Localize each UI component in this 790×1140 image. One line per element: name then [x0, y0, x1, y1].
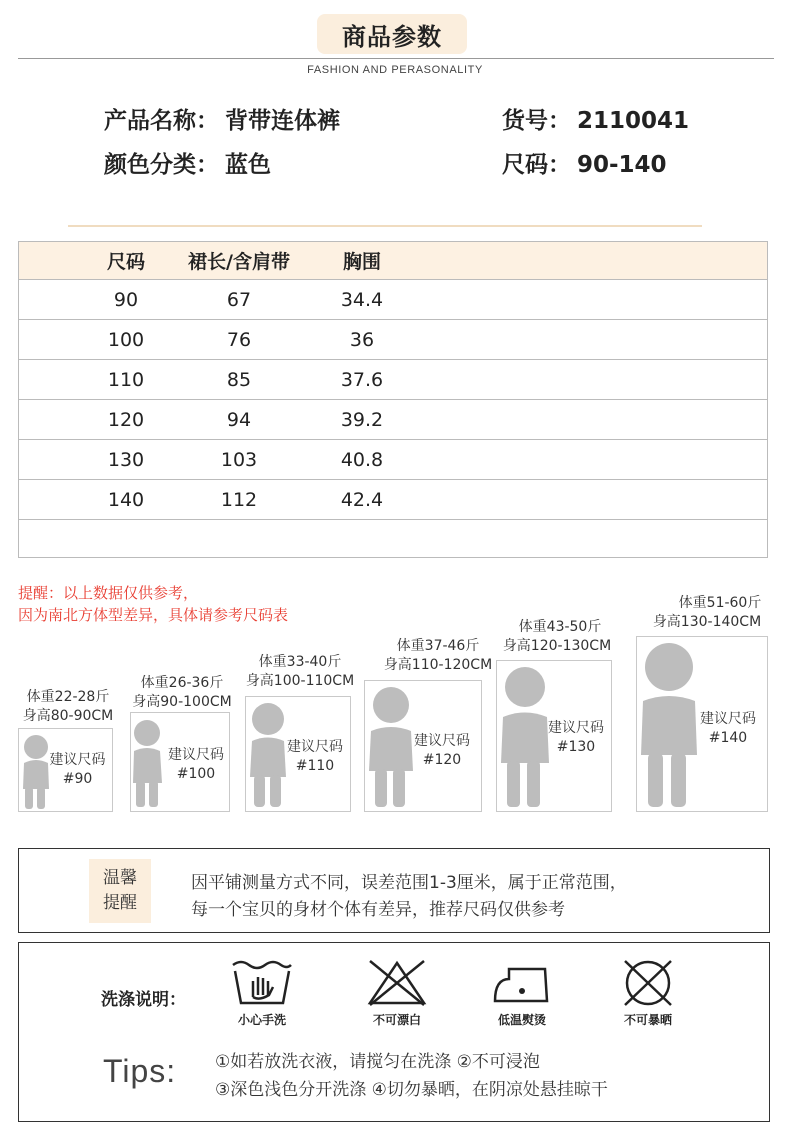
guide-2-rec-size: #100: [176, 766, 216, 782]
reminder-line-1: 提醒：以上数据仅供参考，: [18, 584, 199, 602]
wash-box: [18, 942, 770, 1122]
guide-2-weight: 体重26-36斤: [140, 675, 224, 691]
notice-box: [18, 848, 770, 933]
table-row-empty: [19, 519, 767, 557]
no-bleach-label: 不可漂白: [372, 1013, 421, 1027]
hand-wash-icon: [229, 957, 295, 1009]
no-sun-label: 不可暴晒: [623, 1013, 672, 1027]
cell-length: 103: [220, 448, 258, 471]
guide-4-rec-label: 建议尺码: [414, 733, 470, 749]
header-chest: 胸围: [342, 251, 381, 273]
cell-size: 130: [107, 448, 145, 471]
title-divider: [18, 58, 774, 59]
guide-1-rec-label: 建议尺码: [49, 752, 106, 768]
guide-6-rec-label: 建议尺码: [700, 711, 756, 727]
low-iron-icon: [489, 957, 555, 1009]
notice-badge: [89, 859, 151, 923]
table-row: [19, 279, 767, 319]
cell-length: 94: [226, 408, 252, 431]
no-sun-icon: [615, 957, 681, 1009]
notice-line-2: 每一个宝贝的身材个体有差异，推荐尺码仅供参考: [191, 900, 565, 920]
guide-5-rec-size: #130: [556, 739, 596, 755]
guide-3-rec-size: #110: [295, 758, 335, 774]
cell-chest: 34.4: [340, 288, 384, 311]
guide-5-weight: 体重43-50斤: [518, 619, 602, 635]
tips-line-1: ①如若放洗衣液，请搅匀在洗涤 ②不可浸泡: [215, 1052, 540, 1072]
product-name: [104, 102, 340, 135]
product-sku: [502, 102, 689, 135]
cell-length: 112: [220, 488, 258, 511]
header-size: 尺码: [106, 251, 145, 273]
product-sku-value: 2110041: [577, 108, 690, 134]
guide-1-height: 身高80-90CM: [22, 708, 114, 724]
product-color-value: 蓝色: [225, 152, 271, 178]
guide-6-weight: 体重51-60斤: [678, 595, 762, 611]
notice-badge-line-1: 温馨: [103, 868, 137, 888]
cell-size: 100: [107, 328, 145, 351]
guide-1-weight: 体重22-28斤: [26, 689, 110, 705]
product-color: [104, 146, 271, 179]
info-divider: [68, 225, 702, 227]
guide-5-height: 身高120-130CM: [502, 638, 612, 654]
header-length: 裙长/含肩带: [188, 251, 290, 273]
table-row: [19, 399, 767, 439]
page-subtitle: FASHION AND PERASONALITY: [307, 64, 483, 76]
reminder-line-2: 因为南北方体型差异，具体请参考尺码表: [18, 606, 289, 624]
guide-2-rec-label: 建议尺码: [168, 747, 224, 763]
cell-length: 67: [226, 288, 252, 311]
guide-3-height: 身高100-110CM: [245, 673, 355, 689]
cell-chest: 39.2: [340, 408, 384, 431]
cell-length: 76: [226, 328, 252, 351]
table-header: [19, 242, 767, 279]
product-sku-label: 货号：: [502, 108, 571, 134]
cell-size: 110: [107, 368, 145, 391]
no-bleach-icon: [364, 957, 430, 1009]
product-color-label: 颜色分类：: [104, 152, 219, 178]
cell-chest: 42.4: [340, 488, 384, 511]
product-name-label: 产品名称：: [104, 108, 219, 134]
table-row: [19, 479, 767, 519]
guide-3-rec-label: 建议尺码: [287, 739, 343, 755]
notice-badge-line-2: 提醒: [103, 893, 137, 913]
table-row: [19, 439, 767, 479]
product-size-label: 尺码：: [502, 152, 571, 178]
low-iron-label: 低温熨烫: [497, 1013, 546, 1027]
cell-size: 120: [107, 408, 145, 431]
table-row: [19, 359, 767, 399]
guide-6-rec-size: #140: [708, 730, 748, 746]
hand-wash-label: 小心手洗: [237, 1013, 286, 1027]
page-title: 商品参数: [317, 14, 467, 54]
size-table: [18, 241, 768, 558]
guide-2-height: 身高90-100CM: [132, 694, 232, 710]
cell-chest: 36: [349, 328, 375, 351]
child-silhouette-icon: [497, 661, 557, 813]
wash-title: 洗涤说明：: [101, 990, 186, 1010]
cell-size: 90: [113, 288, 139, 311]
guide-3-weight: 体重33-40斤: [258, 654, 342, 670]
guide-5-rec-label: 建议尺码: [548, 720, 604, 736]
cell-chest: 37.6: [340, 368, 384, 391]
cell-size: 140: [107, 488, 145, 511]
product-size-range: [502, 146, 667, 179]
guide-4-rec-size: #120: [422, 752, 462, 768]
tips-label: Tips:: [103, 1053, 177, 1089]
guide-1-rec-size: #90: [62, 771, 93, 787]
cell-chest: 40.8: [340, 448, 384, 471]
guide-6-height: 身高130-140CM: [652, 614, 762, 630]
tips-line-2: ③深色浅色分开洗涤 ④切勿暴晒，在阴凉处悬挂晾干: [215, 1080, 608, 1100]
guide-4-height: 身高110-120CM: [383, 657, 493, 673]
notice-line-1: 因平铺测量方式不同，误差范围1-3厘米，属于正常范围，: [191, 873, 627, 893]
table-row: [19, 319, 767, 359]
guide-4-weight: 体重37-46斤: [396, 638, 480, 654]
cell-length: 85: [226, 368, 252, 391]
product-size-value: 90-140: [577, 152, 667, 178]
product-name-value: 背带连体裤: [225, 108, 340, 134]
